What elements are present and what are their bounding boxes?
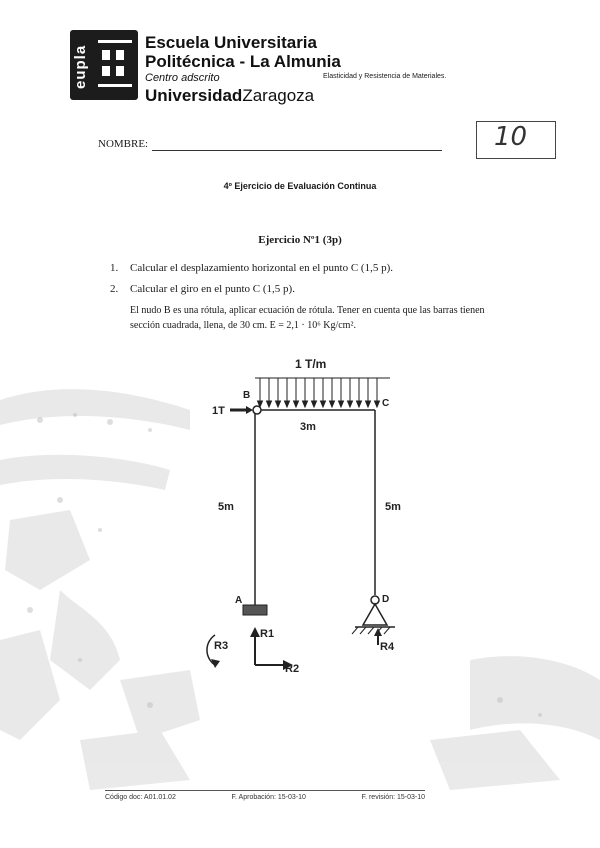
university-name: [145, 86, 314, 106]
evaluation-title: 4º Ejercicio de Evaluación Continua: [223, 181, 377, 191]
load-arrowhead: [348, 401, 353, 407]
beam-length-label: 3m: [300, 421, 316, 433]
point-b-label: B: [243, 390, 251, 401]
distributed-load-arrows: [255, 378, 390, 407]
name-label: NOMBRE:: [98, 138, 149, 150]
university-name-bold: Universidad: [145, 86, 243, 105]
r2-label: R2: [285, 663, 300, 675]
force-label: 1T: [212, 405, 225, 417]
reaction-r4-arrow: [374, 628, 382, 636]
task-item-2: [110, 283, 295, 295]
load-label: 1 T/m: [295, 357, 327, 371]
task-number: 1.: [110, 262, 119, 274]
center-label: Centro adscrito: [145, 72, 220, 84]
approval-date: F. Aprobación: 15-03-10: [231, 794, 306, 801]
point-d-label: D: [382, 594, 390, 605]
load-arrowhead: [339, 401, 344, 407]
course-name: Elasticidad y Resistencia de Materiales.: [323, 73, 447, 80]
load-arrowhead: [312, 401, 317, 407]
logo-emblem-icon: [96, 34, 136, 96]
load-arrowhead: [285, 401, 290, 407]
load-arrowhead: [330, 401, 335, 407]
name-field-line[interactable]: [152, 150, 442, 151]
fixed-support-a-icon: [243, 605, 267, 615]
r4-label: R4: [380, 641, 395, 653]
pinned-support-d-icon: [363, 604, 387, 625]
revision-date: F. revisión: 15-03-10: [361, 794, 425, 801]
point-c-label: C: [382, 398, 390, 409]
r1-label: R1: [260, 628, 275, 640]
left-height-label: 5m: [218, 501, 234, 513]
load-arrowhead: [357, 401, 362, 407]
task-item-1: [110, 262, 393, 274]
task-number: 2.: [110, 283, 119, 295]
school-name-line1: Escuela Universitaria: [145, 33, 317, 52]
load-arrowhead: [294, 401, 299, 407]
load-arrowhead: [276, 401, 281, 407]
frame-diagram: [200, 350, 430, 690]
load-arrowhead: [321, 401, 326, 407]
task-text: Calcular el giro en el punto C (1,5 p).: [130, 283, 295, 295]
school-name-line2: Politécnica - La Almunia: [145, 52, 341, 71]
eupla-logo-text: eupla: [72, 44, 89, 90]
document-code: Código doc: A01.01.02: [105, 794, 176, 801]
point-a-label: A: [235, 595, 243, 606]
load-arrowhead: [366, 401, 371, 407]
right-height-label: 5m: [385, 501, 401, 513]
exercise-description: El nudo B es una rótula, aplicar ecuación de rótula. Tener en cuenta que las barras tienen sección cuadrada, llena, de 30 cm. E = 2,1 · 10⁶ Kg/cm².: [130, 305, 485, 331]
university-name-light: Zaragoza: [242, 86, 315, 105]
exercise-title: Ejercicio Nº1 (3p): [258, 234, 342, 246]
r3-label: R3: [214, 640, 229, 652]
reaction-r1-arrow: [250, 627, 260, 637]
load-arrowhead: [267, 401, 272, 407]
hinge-b-icon: [253, 406, 261, 414]
load-arrowhead: [303, 401, 308, 407]
grade-value: 10: [494, 122, 528, 152]
task-text: Calcular el desplazamiento horizontal en el punto C (1,5 p).: [130, 262, 394, 274]
load-arrowhead: [375, 401, 380, 407]
document-footer: [105, 790, 425, 801]
